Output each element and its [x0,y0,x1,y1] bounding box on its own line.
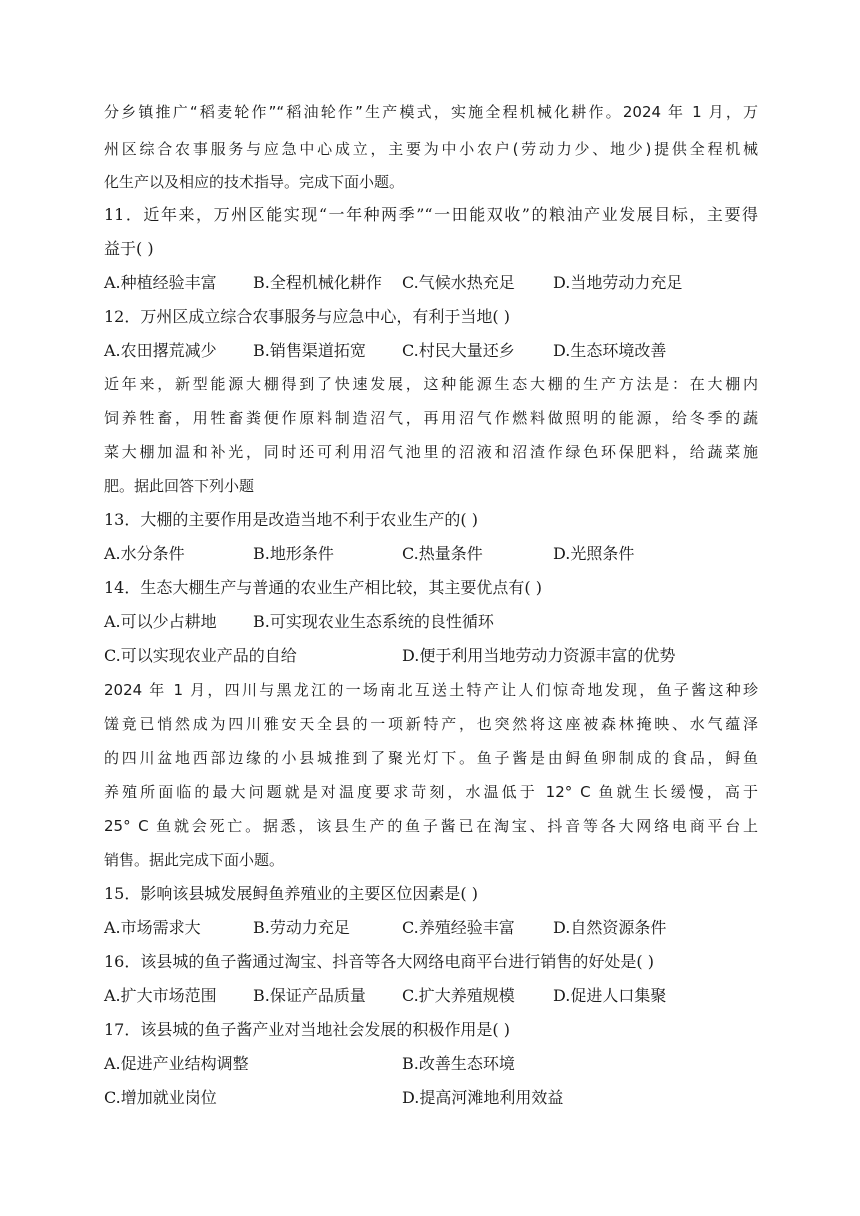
question-17-option-c[interactable]: C.增加就业岗位 [104,1088,217,1107]
passage3-line-5: 25° C 鱼就会死亡。据悉，该县生产的鱼子酱已在淘宝、抖音等各大网络电商平台上 [104,817,758,835]
question-12-stem: 12．万州区成立综合农事服务与应急中心，有利于当地( ) [104,307,510,326]
question-17-stem: 17．该县城的鱼子酱产业对当地社会发展的积极作用是( ) [104,1020,510,1039]
question-14-option-c[interactable]: C.可以实现农业产品的自给 [104,646,297,665]
question-14-option-d[interactable]: D.便于利用当地劳动力资源丰富的优势 [402,646,676,665]
passage2-line-2: 饲养牲畜，用牲畜粪便作原料制造沼气，再用沼气作燃料做照明的能源，给冬季的蔬 [104,409,758,427]
question-14-option-a[interactable]: A.可以少占耕地 [104,612,217,631]
question-15-option-c[interactable]: C.养殖经验丰富 [402,918,515,937]
question-13-option-d[interactable]: D.光照条件 [553,544,635,563]
question-13-option-a[interactable]: A.水分条件 [104,544,185,563]
question-15-option-b[interactable]: B.劳动力充足 [253,918,350,937]
question-11-option-a[interactable]: A.种植经验丰富 [104,273,217,292]
question-13-stem: 13．大棚的主要作用是改造当地不利于农业生产的( ) [104,510,478,529]
question-12-option-c[interactable]: C.村民大量还乡 [402,341,515,360]
question-17-option-b[interactable]: B.改善生态环境 [402,1054,515,1073]
question-17-option-a[interactable]: A.促进产业结构调整 [104,1054,249,1073]
question-15-option-a[interactable]: A.市场需求大 [104,918,201,937]
question-13-option-b[interactable]: B.地形条件 [253,544,334,563]
question-17-option-d[interactable]: D.提高河滩地利用效益 [402,1088,564,1107]
passage1-line-2: 州区综合农事服务与应急中心成立，主要为中小农户(劳动力少、地少)提供全程机械 [104,140,758,158]
passage1-line-1: 分乡镇推广“稻麦轮作”“稻油轮作”生产模式，实施全程机械化耕作。2024 年 1 月，万 [104,103,758,121]
question-14-stem: 14．生态大棚生产与普通的农业生产相比较，其主要优点有( ) [104,578,542,597]
question-12-option-b[interactable]: B.销售渠道拓宽 [253,341,366,360]
passage3-line-4: 养殖所面临的最大问题就是对温度要求苛刻，水温低于 12° C 鱼就生长缓慢，高于 [104,783,758,801]
question-14-option-b[interactable]: B.可实现农业生态系统的良性循环 [253,612,494,631]
question-15-stem: 15．影响该县城发展鲟鱼养殖业的主要区位因素是( ) [104,884,478,903]
passage3-line-2: 馐竟已悄然成为四川雅安天全县的一项新特产，也突然将这座被森林掩映、水气蕴泽 [104,715,758,733]
question-11-option-c[interactable]: C.气候水热充足 [402,273,515,292]
question-16-option-d[interactable]: D.促进人口集聚 [553,986,667,1005]
question-15-option-d[interactable]: D.自然资源条件 [553,918,667,937]
question-11-stem: 11．近年来，万州区能实现“一年种两季”“一田能双收”的粮油产业发展目标，主要得 [104,205,758,224]
question-11-option-b[interactable]: B.全程机械化耕作 [253,273,382,292]
passage2-line-1: 近年来，新型能源大棚得到了快速发展，这种能源生态大棚的生产方法是：在大棚内 [104,375,758,393]
passage2-line-4: 肥。据此回答下列小题 [104,477,255,495]
question-11-option-d[interactable]: D.当地劳动力充足 [553,273,683,292]
question-12-option-d[interactable]: D.生态环境改善 [553,341,667,360]
question-11-stem-cont: 益于( ) [104,239,154,258]
question-16-option-a[interactable]: A.扩大市场范围 [104,986,217,1005]
question-13-option-c[interactable]: C.热量条件 [402,544,483,563]
question-12-option-a[interactable]: A.农田撂荒减少 [104,341,217,360]
question-16-option-b[interactable]: B.保证产品质量 [253,986,366,1005]
question-16-stem: 16．该县城的鱼子酱通过淘宝、抖音等各大网络电商平台进行销售的好处是( ) [104,952,654,971]
passage3-line-3: 的四川盆地西部边缘的小县城推到了聚光灯下。鱼子酱是由鲟鱼卵制成的食品，鲟鱼 [104,749,758,767]
passage2-line-3: 菜大棚加温和补光，同时还可利用沼气池里的沼液和沼渣作绿色环保肥料，给蔬菜施 [104,443,758,461]
passage1-line-3: 化生产以及相应的技术指导。完成下面小题。 [104,173,405,191]
passage3-line-1: 2024 年 1 月，四川与黑龙江的一场南北互送土特产让人们惊奇地发现，鱼子酱这种珍 [104,681,758,699]
passage3-line-6: 销售。据此完成下面小题。 [104,851,285,869]
question-16-option-c[interactable]: C.扩大养殖规模 [402,986,515,1005]
